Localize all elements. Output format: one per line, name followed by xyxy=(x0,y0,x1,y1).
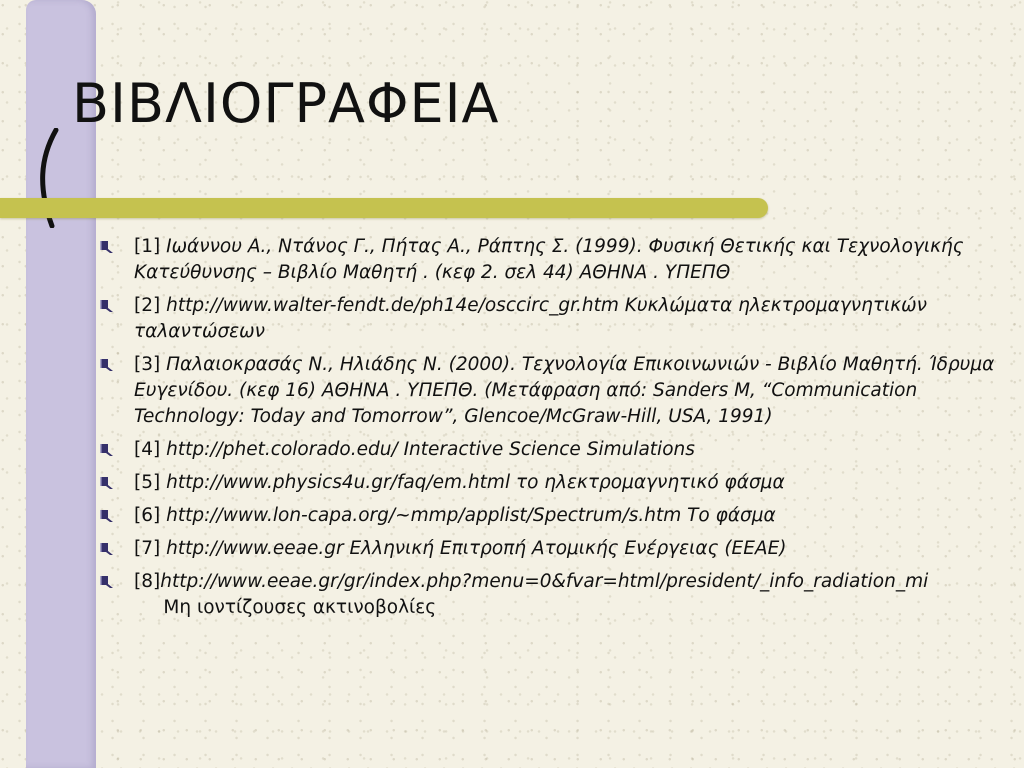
reference-item xyxy=(96,503,996,529)
reference-note: Μη ιοντίζουσες ακτινοβολίες xyxy=(134,597,437,618)
reference-item xyxy=(96,536,996,562)
reference-item xyxy=(96,437,996,463)
reference-item xyxy=(96,470,996,496)
reference-link[interactable]: http://www.eeae.gr/gr/index.php?menu=0&fvar=html/president/_info_radiation_mi xyxy=(160,571,929,592)
pushpin-icon xyxy=(98,443,114,457)
reference-list xyxy=(96,234,996,628)
reference-link[interactable]: http://www.lon-capa.org/~mmp/applist/Spectrum/s.htm Το φάσμα xyxy=(166,505,776,526)
reference-link[interactable]: http://www.physics4u.gr/faq/em.html το ηλεκτρομαγνητικό φάσμα xyxy=(166,472,785,493)
reference-item xyxy=(96,234,996,286)
page-title: ΒΙΒΛΙΟΓΡΑΦΕΙΑ xyxy=(72,72,500,135)
pushpin-icon xyxy=(98,575,114,589)
reference-number: [5] xyxy=(134,472,161,493)
reference-item xyxy=(96,293,996,345)
pushpin-icon xyxy=(98,476,114,490)
pushpin-icon xyxy=(98,299,114,313)
reference-number: [1] xyxy=(134,236,161,257)
pushpin-icon xyxy=(98,542,114,556)
pushpin-icon xyxy=(98,358,114,372)
pushpin-icon xyxy=(98,509,114,523)
reference-number: [4] xyxy=(134,439,161,460)
reference-text: Ιωάννου Α., Ντάνος Γ., Πήτας Α., Ράπτης Σ. (1999). Φυσική Θετικής και Τεχνολογικής Κατεύθυνσης – Βιβλίο Μαθητή . (κεφ 2. σελ 44) ΑΘΗΝΑ . ΥΠΕΠΘ xyxy=(134,236,964,283)
reference-number: [2] xyxy=(134,295,161,316)
title-rule xyxy=(0,198,768,218)
reference-link[interactable]: http://phet.colorado.edu/ Interactive Science Simulations xyxy=(166,439,695,460)
reference-link[interactable]: http://www.eeae.gr Ελληνική Επιτροπή Ατομικής Ενέργειας (ΕΕΑΕ) xyxy=(166,538,787,559)
reference-link[interactable]: http://www.walter-fendt.de/ph14e/osccirc_gr.htm Κυκλώματα ηλεκτρομαγνητικών ταλαντώσεων xyxy=(134,295,927,342)
reference-item xyxy=(96,352,996,430)
reference-number: [3] xyxy=(134,354,161,375)
reference-item xyxy=(96,569,996,621)
reference-number: [8] xyxy=(134,571,161,592)
reference-number: [6] xyxy=(134,505,161,526)
reference-text: Παλαιοκρασάς Ν., Ηλιάδης Ν. (2000). Τεχνολογία Επικοινωνιών - Βιβλίο Μαθητή. Ίδρυμα Ευγενίδου. (κεφ 16) ΑΘΗΝΑ . ΥΠΕΠΘ. (Μετάφραση από: Sanders M, “Communication Technology: Today and Tomorrow”, Glencoe/McGraw-Hill, USA, 1991) xyxy=(134,354,995,427)
reference-number: [7] xyxy=(134,538,161,559)
pushpin-icon xyxy=(98,240,114,254)
